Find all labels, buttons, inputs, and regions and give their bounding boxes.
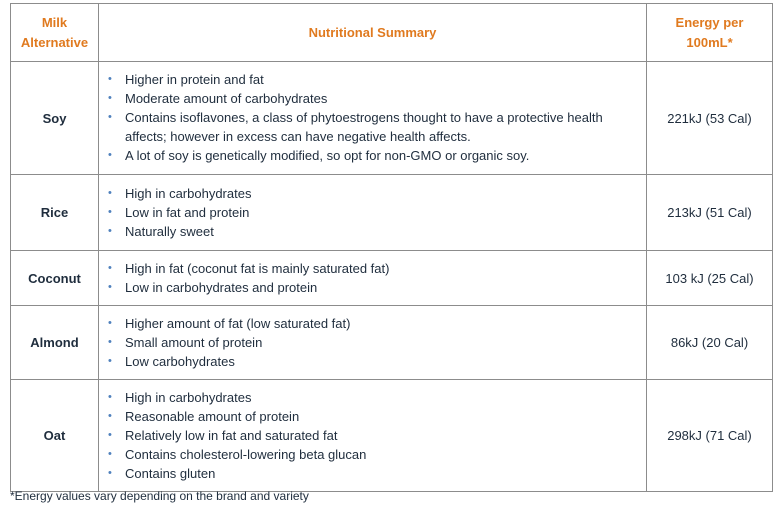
table-row: [11, 175, 773, 251]
energy-cell: 86kJ (20 Cal): [647, 306, 773, 380]
summary-point: • Low in carbohydrates and protein: [125, 278, 640, 297]
energy-cell: 298kJ (71 Cal): [647, 380, 773, 492]
summary-point: • High in fat (coconut fat is mainly saturated fat): [125, 259, 640, 278]
summary-point: • Contains gluten: [125, 464, 640, 483]
summary-point: • High in carbohydrates: [125, 184, 640, 203]
energy-cell: 213kJ (51 Cal): [647, 175, 773, 251]
summary-point: • Moderate amount of carbohydrates: [125, 89, 640, 108]
energy-cell: 221kJ (53 Cal): [647, 62, 773, 175]
summary-point: • Low carbohydrates: [125, 352, 640, 371]
footnote: *Energy values vary depending on the brand and variety: [10, 489, 309, 503]
energy-cell: 103 kJ (25 Cal): [647, 251, 773, 306]
summary-point: • Higher in protein and fat: [125, 70, 640, 89]
summary-point: • Reasonable amount of protein: [125, 407, 640, 426]
header-energy-line2: 100mL*: [686, 34, 733, 50]
summary-list: [99, 182, 646, 244]
milk-name-cell: Coconut: [11, 251, 99, 306]
summary-point: • A lot of soy is genetically modified, so opt for non-GMO or organic soy.: [125, 146, 640, 165]
summary-list: [99, 257, 646, 300]
milk-name-cell: Almond: [11, 306, 99, 380]
table-header-row: [11, 4, 773, 62]
summary-point: • Small amount of protein: [125, 333, 640, 352]
table-body: [11, 62, 773, 492]
summary-point: • High in carbohydrates: [125, 388, 640, 407]
milk-name-cell: Oat: [11, 380, 99, 492]
header-nutritional-summary: Nutritional Summary: [99, 4, 647, 62]
table-row: [11, 62, 773, 175]
summary-cell: [99, 251, 647, 306]
summary-list: [99, 312, 646, 374]
nutrition-table: [10, 3, 773, 492]
summary-point: • Contains cholesterol-lowering beta glucan: [125, 445, 640, 464]
summary-point: • Low in fat and protein: [125, 203, 640, 222]
summary-cell: [99, 380, 647, 492]
header-energy-line1: Energy per: [675, 14, 744, 30]
header-milk-line2: Alternative: [20, 34, 89, 50]
summary-cell: [99, 175, 647, 251]
summary-list: [99, 68, 646, 168]
summary-list: [99, 386, 646, 486]
table-row: [11, 251, 773, 306]
summary-point: • Naturally sweet: [125, 222, 640, 241]
summary-point: • Relatively low in fat and saturated fat: [125, 426, 640, 445]
summary-point: • Higher amount of fat (low saturated fat): [125, 314, 640, 333]
summary-point: • Contains isoflavones, a class of phytoestrogens thought to have a protective health affects; however in excess can have negative health affects.: [125, 108, 640, 146]
table-row: [11, 380, 773, 492]
milk-name-cell: Soy: [11, 62, 99, 175]
header-energy: [647, 4, 773, 62]
header-milk-line1: Milk: [41, 14, 68, 30]
summary-cell: [99, 62, 647, 175]
header-milk-alternative: [11, 4, 99, 62]
milk-name-cell: Rice: [11, 175, 99, 251]
table-row: [11, 306, 773, 380]
summary-cell: [99, 306, 647, 380]
